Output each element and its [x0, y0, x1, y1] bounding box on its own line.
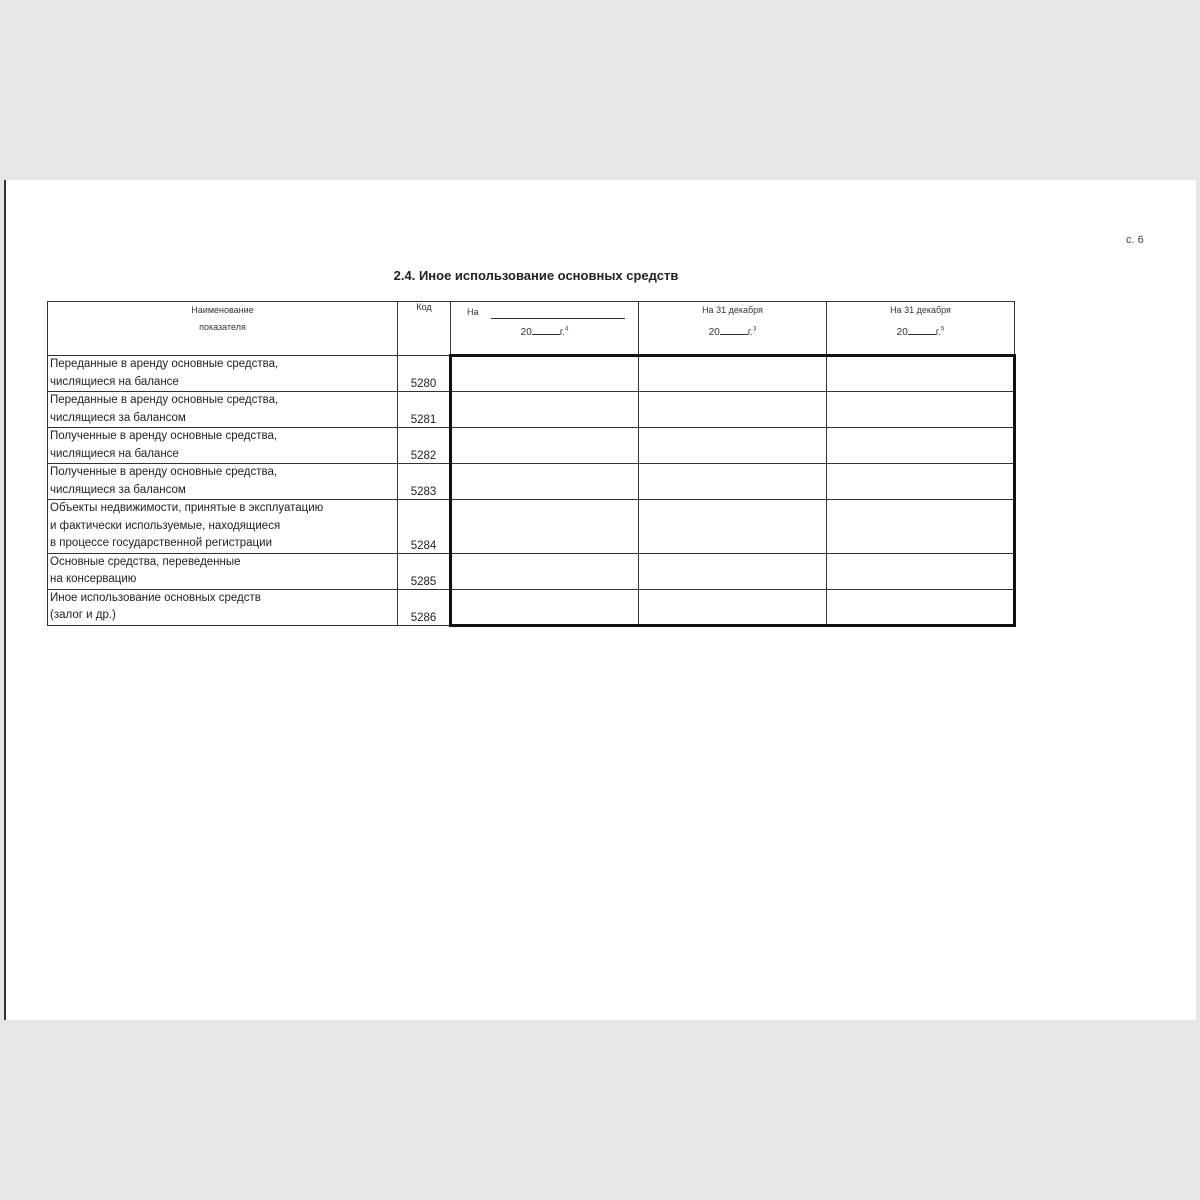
value-cell[interactable]: [827, 589, 1015, 625]
row-name-line: Полученные в аренду основные средства,: [50, 466, 278, 478]
col1-year-blank: [532, 324, 560, 335]
row-name-line: в процессе государственной регистрации: [50, 537, 272, 549]
table-row: [48, 392, 1015, 428]
value-cell[interactable]: [639, 356, 827, 392]
value-cell[interactable]: [451, 356, 639, 392]
row-code: 5282: [398, 428, 451, 464]
value-cell[interactable]: [639, 428, 827, 464]
row-name-line: и фактически используемые, находящиеся: [50, 519, 281, 532]
row-name-line: на консервацию: [50, 573, 137, 585]
header-col3-year: [827, 324, 1014, 338]
header-col1-year: [451, 324, 638, 338]
col3-footnote: 5: [941, 326, 945, 333]
value-cell[interactable]: [639, 500, 827, 554]
col1-year-prefix: 20: [520, 327, 532, 338]
value-cell[interactable]: [639, 464, 827, 500]
table-row: [48, 464, 1015, 500]
header-code: Код: [398, 302, 451, 356]
col1-footnote: 4: [565, 326, 569, 333]
value-cell[interactable]: [639, 589, 827, 625]
row-name-line: Переданные в аренду основные средства,: [50, 394, 279, 406]
value-cell[interactable]: [827, 464, 1015, 500]
header-column-2: [639, 302, 827, 356]
section-title: 2.4. Иное использование основных средств: [393, 268, 679, 283]
row-code: 5281: [398, 392, 451, 428]
row-name-line: числящиеся за балансом: [50, 483, 186, 496]
row-name: [48, 500, 398, 554]
header-col1-date-line: [491, 318, 625, 319]
row-name-line: Объекты недвижимости, принятые в эксплуатацию: [50, 502, 324, 514]
table-row: [48, 553, 1015, 589]
row-code: 5286: [398, 589, 451, 625]
col1-year-suffix: г.: [559, 327, 565, 338]
header-col2-year: [639, 324, 826, 338]
value-cell[interactable]: [451, 589, 639, 625]
row-name: [48, 392, 398, 428]
col2-year-blank: [720, 324, 748, 335]
row-name-line: Основные средства, переведенные: [50, 555, 241, 568]
table-row: [48, 356, 1015, 392]
value-cell[interactable]: [451, 553, 639, 589]
row-code: 5280: [398, 356, 451, 392]
value-cell[interactable]: [827, 500, 1015, 554]
value-cell[interactable]: [639, 553, 827, 589]
row-name-line: Переданные в аренду основные средства,: [50, 358, 279, 370]
value-cell[interactable]: [827, 428, 1015, 464]
row-name-line: Полученные в аренду основные средства,: [50, 430, 278, 442]
row-code: 5284: [398, 500, 451, 554]
row-name-line: числящиеся за балансом: [50, 411, 186, 424]
table-row: [48, 589, 1015, 625]
col3-year-blank: [908, 324, 936, 335]
page-number: с. 6: [1126, 234, 1144, 246]
row-name: [48, 553, 398, 589]
document-page: [4, 180, 1196, 1020]
col2-footnote: 3: [753, 326, 757, 333]
col2-year-prefix: 20: [708, 327, 720, 338]
value-cell[interactable]: [451, 392, 639, 428]
row-name: [48, 589, 398, 625]
header-column-1: [451, 302, 639, 356]
value-cell[interactable]: [827, 356, 1015, 392]
header-name-line2: показателя: [199, 322, 246, 332]
row-name: [48, 356, 398, 392]
header-indicator-name: [48, 302, 398, 356]
table-header-row: [48, 302, 1015, 356]
row-name: [48, 464, 398, 500]
row-name-line: числящиеся на балансе: [50, 375, 179, 388]
header-name-line1: Наименование: [191, 305, 254, 315]
row-name-line: Иное использование основных средств: [50, 591, 261, 604]
value-cell[interactable]: [827, 553, 1015, 589]
row-name: [48, 428, 398, 464]
value-cell[interactable]: [451, 464, 639, 500]
header-col3-label: На 31 декабря: [890, 305, 951, 315]
table-row: [48, 428, 1015, 464]
col3-year-prefix: 20: [896, 327, 908, 338]
col3-year-suffix: г.: [935, 327, 941, 338]
row-name-line: (залог и др.): [50, 609, 116, 621]
table-row: [48, 500, 1015, 554]
row-code: 5285: [398, 553, 451, 589]
header-column-3: [827, 302, 1015, 356]
value-cell[interactable]: [639, 392, 827, 428]
row-name-line: числящиеся на балансе: [50, 447, 179, 460]
header-col1-label: На: [467, 307, 479, 317]
value-cell[interactable]: [827, 392, 1015, 428]
value-cell[interactable]: [451, 500, 639, 554]
fixed-assets-other-use-table: [47, 301, 1016, 627]
row-code: 5283: [398, 464, 451, 500]
value-cell[interactable]: [451, 428, 639, 464]
col2-year-suffix: г.: [747, 327, 753, 338]
header-col2-label: На 31 декабря: [702, 305, 763, 315]
